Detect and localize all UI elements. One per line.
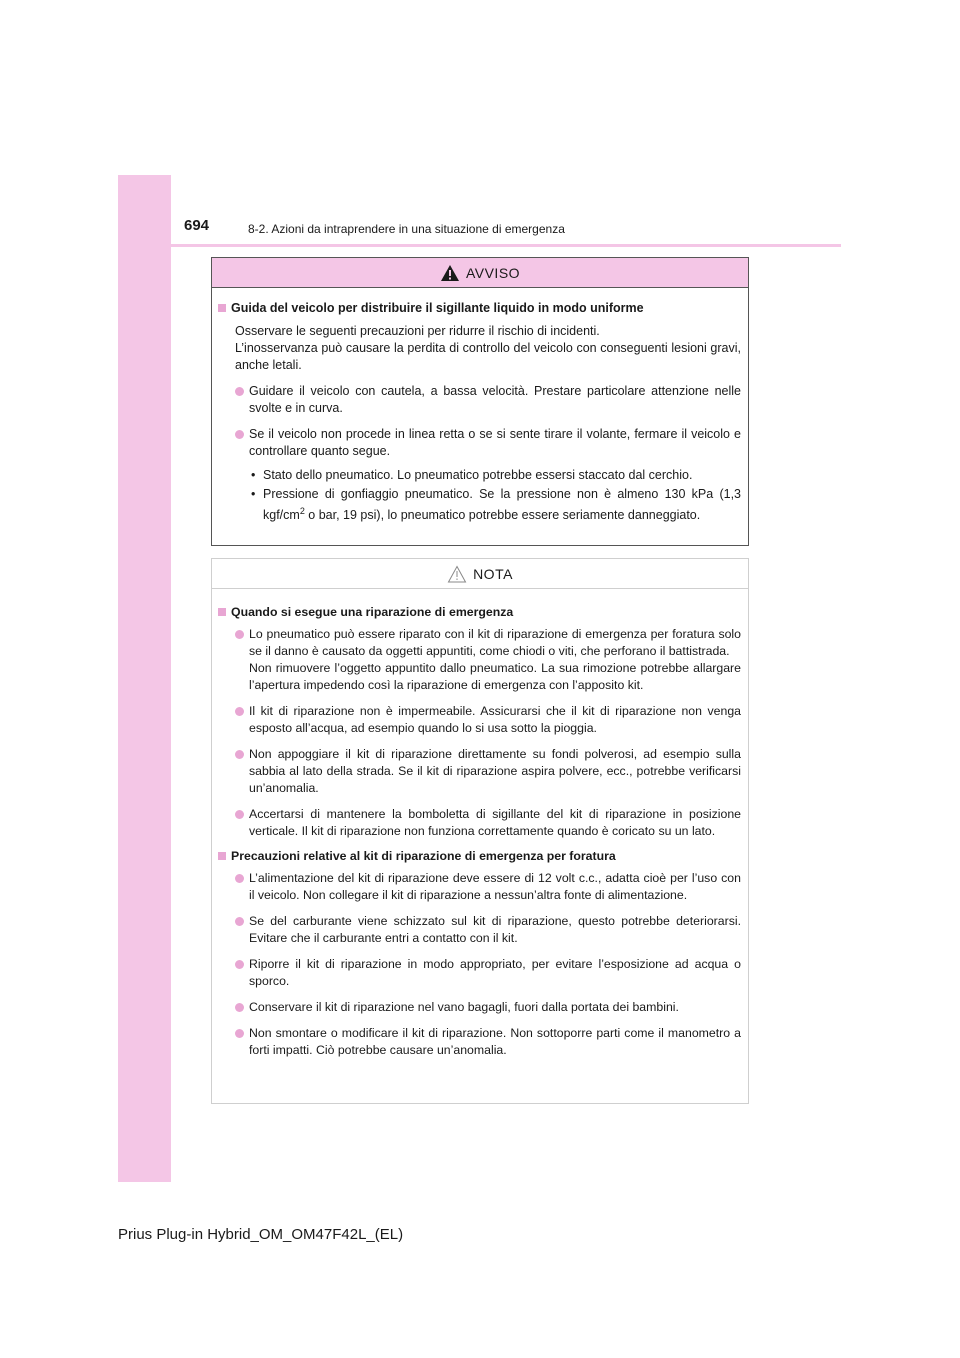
list-item: [235, 746, 741, 797]
list-item-text: Non smontare o modificare il kit di riparazione. Non sottoporre parti come il manometro a forti impatti. Ciò potrebbe causare un’anomalia.: [249, 1026, 741, 1057]
list-item-text: Conservare il kit di riparazione nel vano bagagli, fuori dalla portata dei bambini.: [249, 1000, 679, 1014]
warning-intro-1: Osservare le seguenti precauzioni per ridurre il rischio di incidenti.: [235, 324, 600, 338]
note-header: [212, 559, 748, 589]
warning-triangle-icon: [440, 264, 460, 282]
warning-header: [212, 258, 748, 288]
list-item-text: Se del carburante viene schizzato sul kit di riparazione, questo potrebbe deteriorarsi. Evitare che il carburante entri a contatto con il kit.: [249, 914, 741, 945]
warning-intro-2: L’inosservanza può causare la perdita di controllo del veicolo con conseguenti lesioni gravi, anche letali.: [235, 341, 741, 372]
circle-bullet-icon: [235, 430, 244, 439]
warning-body: [212, 288, 748, 524]
circle-bullet-icon: [235, 387, 244, 396]
circle-bullet-icon: [235, 1003, 244, 1012]
page-number: 694: [184, 217, 210, 234]
note-heading-2: [218, 848, 741, 865]
list-item: [235, 626, 741, 694]
small-dot-icon: •: [251, 468, 256, 482]
footer-document-id: Prius Plug-in Hybrid_OM_OM47F42L_(EL): [118, 1226, 404, 1243]
list-item-text: Guidare il veicolo con cautela, a bassa velocità. Prestare particolare attenzione nelle svolte e in curva.: [249, 384, 741, 415]
note-title: NOTA: [473, 565, 513, 582]
note-box: [211, 558, 749, 1104]
sub-list-item-text: Stato dello pneumatico. Lo pneumatico potrebbe essersi staccato dal cerchio.: [263, 468, 693, 482]
list-item-text: Accertarsi di mantenere la bomboletta di sigillante del kit di riparazione in posizione verticale. Il kit di riparazione non funziona correttamente quando è coricato su un lato.: [249, 807, 741, 838]
circle-bullet-icon: [235, 707, 244, 716]
warning-box: [211, 257, 749, 546]
sub-list-item: [251, 467, 741, 484]
note-heading-1: [218, 604, 741, 621]
sub-list-item-text: Pressione di gonfiaggio pneumatico. Se la pressione non è almeno 130 kPa (1,3 kgf/$cm^2$ o bar, 19 psi), lo pneumatico potrebbe essere seriamente danneggiato.: [263, 487, 741, 523]
warning-title: AVVISO: [465, 264, 521, 281]
list-item-text: L’alimentazione del kit di riparazione deve essere di 12 volt c.c., adatta cioè per l’uso con il veicolo. Non collegare il kit di riparazione a nessun’altra fonte di alimentazione.: [249, 871, 741, 902]
list-item: [235, 999, 741, 1016]
list-item: [235, 870, 741, 904]
list-item: [235, 913, 741, 947]
circle-bullet-icon: [235, 917, 244, 926]
circle-bullet-icon: [235, 810, 244, 819]
warning-heading: [218, 300, 741, 317]
sub-list-item: [251, 486, 741, 524]
warning-heading-text: Guida del veicolo per distribuire il sigillante liquido in modo uniforme: [231, 301, 644, 315]
caution-triangle-icon: [447, 565, 467, 583]
section-title: 8-2. Azioni da intraprendere in una situazione di emergenza: [248, 222, 565, 236]
list-item: [235, 806, 741, 840]
small-dot-icon: •: [251, 487, 256, 501]
header-rule: [171, 244, 841, 247]
note-heading-text: Quando si esegue una riparazione di emergenza: [231, 605, 514, 619]
square-bullet-icon: [218, 852, 226, 860]
circle-bullet-icon: [235, 630, 244, 639]
list-item-text: Lo pneumatico può essere riparato con il kit di riparazione di emergenza per foratura solo se il danno è causato da oggetti appuntiti, come chiodi o viti, che perforano il battistrada. Non rimuovere l’oggetto appuntito dallo pneumatico. La sua rimozione potrebbe allargare l’apertura impedendo così la riparazione di emergenza con l’apposito kit.: [249, 627, 741, 692]
note-body: [212, 589, 748, 1059]
list-item: [235, 703, 741, 737]
list-item-text: Riporre il kit di riparazione in modo appropriato, per evitare l’esposizione ad acqua o sporco.: [249, 957, 741, 988]
list-item-text: Se il veicolo non procede in linea retta o se si sente tirare il volante, fermare il veicolo e controllare quanto segue.: [249, 427, 741, 458]
list-item-text: Il kit di riparazione non è impermeabile. Assicurarsi che il kit di riparazione non venga esposto all’acqua, ad esempio quando lo si usa sotto la pioggia.: [249, 704, 741, 735]
note-heading-text: Precauzioni relative al kit di riparazione di emergenza per foratura: [231, 849, 616, 863]
list-item-text: Non appoggiare il kit di riparazione direttamente su fondi polverosi, ad esempio sulla sabbia al lato della strada. Se il kit di riparazione aspira polvere, ecc., potrebbe verificarsi un’anomalia.: [249, 747, 741, 795]
square-bullet-icon: [218, 608, 226, 616]
circle-bullet-icon: [235, 960, 244, 969]
side-tab: [118, 175, 171, 1182]
list-item: [235, 956, 741, 990]
list-item: [235, 1025, 741, 1059]
circle-bullet-icon: [235, 1029, 244, 1038]
list-item: [235, 383, 741, 417]
circle-bullet-icon: [235, 874, 244, 883]
list-item: [235, 426, 741, 460]
circle-bullet-icon: [235, 750, 244, 759]
square-bullet-icon: [218, 304, 226, 312]
